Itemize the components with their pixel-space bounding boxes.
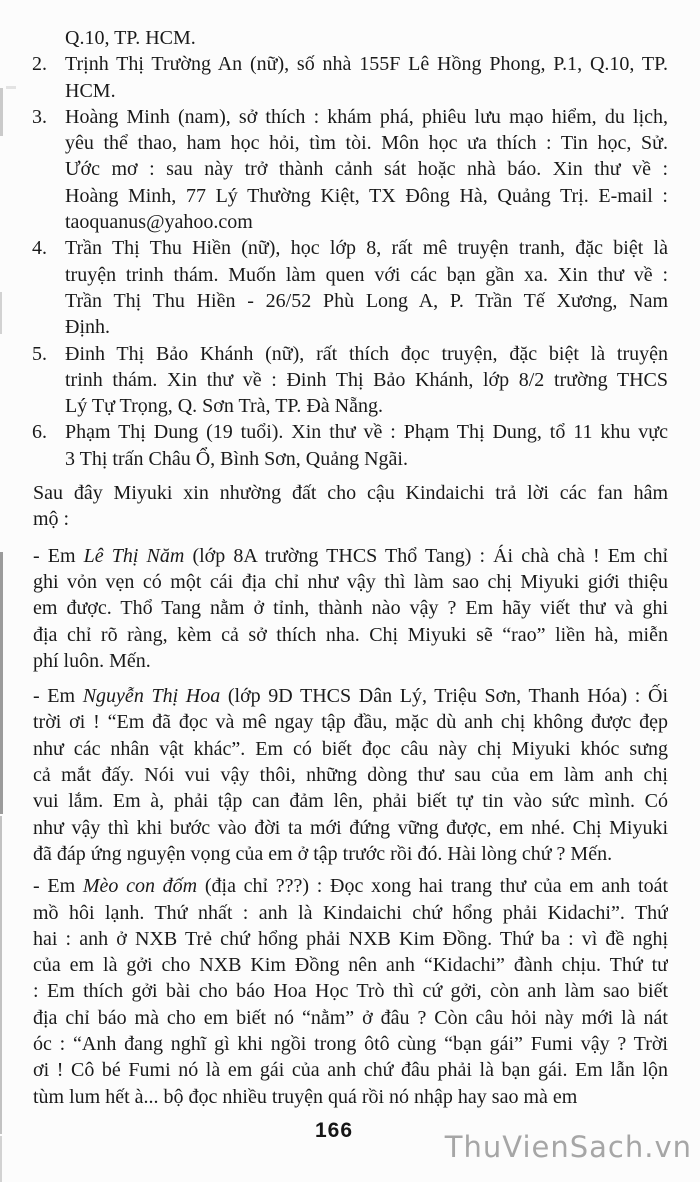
- text-segment: (lớp 9D THCS Dân Lý, Triệu Sơn, Thanh Hóa) : Ối: [220, 685, 668, 708]
- paragraph: [33, 543, 668, 674]
- text-line: Trần Thị Thu Hiền - 26/52 Phù Long A, P. Trần Tế Xương, Nam: [65, 289, 668, 312]
- text-line: phí luôn. Mến.: [33, 649, 151, 672]
- text-line: Phạm Thị Dung (19 tuổi). Xin thư về : Phạm Thị Dung, tổ 11 khu vực: [65, 421, 668, 444]
- text-line: tùm lum hết à... bộ đọc nhiều truyện quá rồi nó nhập hay sao mà em: [33, 1085, 578, 1108]
- text-line: như các nhân vật khác”. Em có biết đọc câu này chị Miyuki khóc sưng: [33, 737, 668, 760]
- text-line: : Em thích gởi bài cho báo Hoa Học Trò thì cứ gởi, còn anh làm sao biết: [33, 980, 668, 1003]
- text-line: 3 Thị trấn Châu Ổ, Bình Sơn, Quảng Ngãi.: [65, 447, 408, 470]
- text-line: mộ :: [33, 508, 70, 531]
- list-item: [32, 419, 668, 472]
- text-line: ghi vỏn vẹn có một cái địa chỉ như vậy thì làm sao chị Miyuki giới thiệu: [33, 570, 668, 593]
- text-line: óc : “Anh đang nghĩ gì khi ngồi trong ôtô cùng “bạn gái” Fumi vậy ? Trời: [33, 1032, 668, 1055]
- list-item-number: 3.: [32, 105, 47, 128]
- text-line: như vậy thì khi bước vào đời ta mới đứng vững được, em nhé. Chị Miyuki: [33, 816, 668, 839]
- text-line: Hoàng Minh, 77 Lý Thường Kiệt, TX Đông Hà, Quảng Trị. E-mail :: [65, 184, 668, 207]
- text-line: địa chỉ báo mà cho em biết nó “nằm” ở đâu ? Còn câu hỏi này mới là nát: [33, 1006, 668, 1029]
- text-segment: (lớp 8A trường THCS Thổ Tang) : Ái chà chà ! Em chỉ: [184, 544, 668, 567]
- text-line: Trần Thị Thu Hiền (nữ), học lớp 8, rất mê truyện tranh, đặc biệt là: [65, 237, 668, 260]
- text-segment: - Em: [33, 875, 83, 898]
- page-number: 166: [314, 1119, 354, 1142]
- text-line: Ước mơ : sau này trở thành cảnh sát hoặc nhà báo. Xin thư về :: [65, 158, 668, 181]
- list-item-number: 6.: [32, 421, 47, 444]
- fan-address-list: [0, 25, 700, 472]
- text-line: mồ hôi lạnh. Thứ nhất : anh là Kindaichi chứ hổng phải Kidachi”. Thứ: [33, 901, 668, 924]
- text-line: truyện trinh thám. Muốn làm quen với các bạn gần xa. Xin thư về :: [65, 263, 668, 286]
- text-line: Trịnh Thị Trường An (nữ), số nhà 155F Lê Hồng Phong, P.1, Q.10, TP.: [65, 53, 668, 76]
- text-line: hai : anh ở NXB Trẻ chứ hổng phải NXB Kim Đồng. Thứ ba : vì đề nghị: [33, 927, 668, 950]
- text-line: Định.: [65, 316, 110, 339]
- paragraph: [33, 480, 668, 533]
- text-line: yêu thể thao, ham học hỏi, tìm tòi. Môn học ưa thích : Tin học, Sử.: [65, 132, 668, 155]
- text-line: trời ơi ! “Em đã đọc và mê ngay tập đầu, mặc dù anh chị không được đẹp: [33, 711, 668, 734]
- list-item: [65, 25, 668, 51]
- italic-name: Lê Thị Năm: [83, 544, 185, 567]
- text-line: đã đáp ứng nguyện vọng của em ở tập trước rồi đó. Hài lòng chứ ? Mến.: [33, 842, 613, 865]
- text-line: của em là gởi cho NXB Kim Đồng nên anh “Kidachi” đành chịu. Thứ tư: [33, 954, 668, 977]
- text-segment: - Em: [33, 685, 83, 708]
- watermark: ThuVienSach.vn: [444, 1130, 692, 1164]
- list-item: [32, 341, 668, 420]
- text-line: địa chỉ rõ ràng, kèm cả sở thích nha. Chị Miyuki sẽ “rao” liền hà, miễn: [33, 623, 668, 646]
- text-line: HCM.: [65, 79, 116, 102]
- text-line: cả mắt đấy. Nói vui vậy thôi, những dòng thư sau của em làm anh chị: [33, 764, 668, 787]
- text-line: [33, 543, 668, 569]
- text-segment: - Em: [33, 544, 84, 567]
- list-item-number: 5.: [32, 342, 47, 365]
- paragraph: [33, 683, 668, 867]
- text-line: trinh thám. Xin thư về : Đinh Thị Bảo Khánh, lớp 8/2 trường THCS: [65, 368, 668, 391]
- text-line: em được. Thổ Tang nằm ở tỉnh, thành nào vậy ? Em hãy viết thư và ghi: [33, 597, 668, 620]
- text-line: Q.10, TP. HCM.: [65, 27, 196, 49]
- text-line: Sau đây Miyuki xin nhường đất cho cậu Kindaichi trả lời các fan hâm: [33, 482, 668, 505]
- text-line: vui lắm. Em à, phải tập can đảm lên, phải biết tự tin vào sức mình. Có: [33, 790, 668, 813]
- italic-name: Mèo con đốm: [82, 875, 198, 898]
- list-item: [32, 235, 668, 340]
- italic-name: Nguyễn Thị Hoa: [82, 685, 221, 708]
- text-line: Đinh Thị Bảo Khánh (nữ), rất thích đọc truyện, đặc biệt là truyện: [65, 342, 668, 365]
- page-text: [0, 25, 700, 1110]
- text-line: [33, 683, 668, 709]
- reply-paragraphs: [0, 480, 700, 1110]
- text-line: Lý Tự Trọng, Q. Sơn Trà, TP. Đà Nẵng.: [65, 395, 383, 418]
- list-item: [32, 51, 668, 104]
- list-item-number: 2.: [32, 53, 47, 76]
- list-item: [32, 104, 668, 235]
- paragraph: [33, 873, 668, 1110]
- text-segment: (địa chỉ ???) : Đọc xong hai trang thư của em anh toát: [197, 875, 668, 898]
- text-line: Hoàng Minh (nam), sở thích : khám phá, phiêu lưu mạo hiểm, du lịch,: [65, 105, 668, 128]
- list-item-number: 4.: [32, 237, 47, 260]
- text-line: [33, 873, 668, 899]
- text-line: ơi ! Cô bé Fumi nó là em gái của anh chứ đâu phải là bạn gái. Em lẫn lộn: [33, 1059, 668, 1082]
- text-line: taoquanus@yahoo.com: [65, 211, 253, 234]
